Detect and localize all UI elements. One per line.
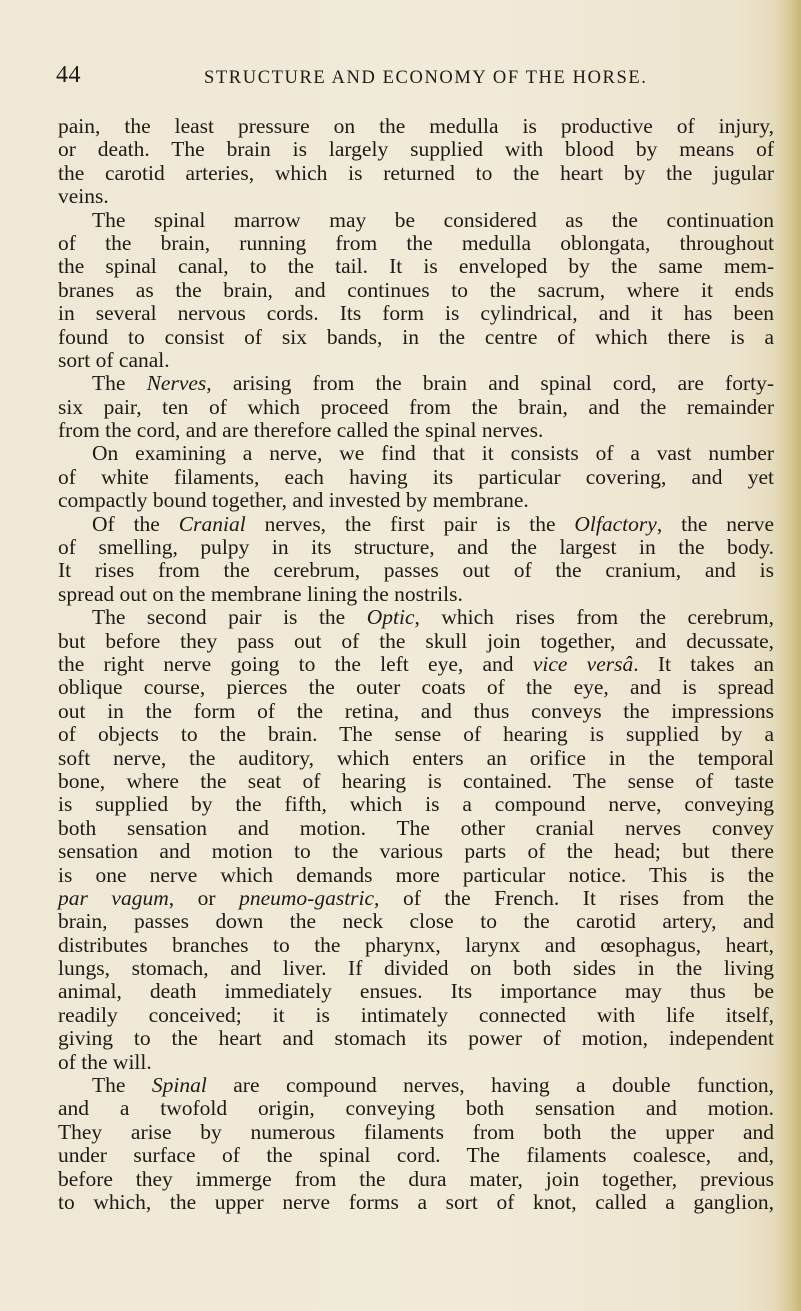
page-number: 44 [56, 62, 81, 88]
italic-term: vice versâ [532, 651, 634, 676]
text-line: of the brain, running from the medulla oblongata, throughout [58, 230, 774, 255]
text-line: It rises from the cerebrum, passes out of the cranium, and is [58, 558, 774, 583]
text-line: the carotid arteries, which is returned to the heart by the jugular [58, 160, 774, 185]
text-line: found to consist of six bands, in the centre of which there is a [58, 324, 774, 349]
italic-term: pneumo-gastric [239, 885, 375, 910]
text-line: of smelling, pulpy in its structure, and the largest in the body. [58, 535, 774, 560]
text-line: or death. The brain is largely supplied with blood by means of [58, 137, 774, 162]
italic-term: Optic [366, 605, 415, 630]
text-line: of the will. [58, 1049, 152, 1074]
text-line: to which, the upper nerve forms a sort of knot, called a ganglion, [58, 1189, 774, 1214]
text-line: from the cord, and are therefore called the spinal nerves. [58, 418, 544, 443]
text-line: six pair, ten of which proceed from the brain, and the remainder [58, 394, 774, 419]
text-line: veins. [58, 184, 109, 209]
text-line: is one nerve which demands more particular notice. This is the [58, 862, 774, 887]
text-line: They arise by numerous filaments from both the upper and [58, 1119, 774, 1144]
text-run: the right nerve going to the left eye, and [58, 651, 533, 676]
text-line: pain, the least pressure on the medulla is productive of injury, [58, 114, 774, 138]
text-line: animal, death immediately ensues. Its importance may thus be [58, 979, 774, 1004]
text-line: before they immerge from the dura mater, join together, previous [58, 1166, 774, 1191]
text-line: sensation and motion to the various parts of the head; but there [58, 839, 774, 864]
italic-term: Nerves [146, 371, 207, 396]
text-line: the spinal canal, to the tail. It is enveloped by the same mem- [58, 254, 774, 279]
text-run: The [92, 371, 147, 396]
italic-term: Olfactory [574, 511, 657, 536]
text-line: bone, where the seat of hearing is contained. The sense of taste [58, 768, 774, 793]
text-run: , or [168, 885, 240, 910]
text-line [58, 653, 774, 676]
text-run: Of the [92, 511, 179, 536]
text-run: , the nerve [656, 511, 775, 536]
text-line [58, 1074, 774, 1097]
text-line [58, 606, 774, 629]
text-run: , which rises from the cerebrum, [414, 605, 774, 630]
text-run: nerves, the first pair is the [245, 511, 575, 536]
text-line: of objects to the brain. The sense of hearing is supplied by a [58, 722, 774, 747]
text-run: are compound nerves, having a double function, [206, 1073, 774, 1098]
italic-term: Cranial [178, 511, 246, 536]
text-line: sort of canal. [58, 347, 170, 372]
text-line: in several nervous cords. Its form is cylindrical, and it has been [58, 301, 774, 326]
text-line: giving to the heart and stomach its power of motion, independent [58, 1026, 774, 1051]
page-header [0, 62, 801, 102]
text-line: spread out on the membrane lining the nostrils. [58, 581, 463, 606]
running-head: STRUCTURE AND ECONOMY OF THE HORSE. [204, 68, 648, 88]
text-line: lungs, stomach, and liver. If divided on both sides in the living [58, 956, 774, 981]
text-line: readily conceived; it is intimately connected with life itself, [58, 1002, 774, 1027]
text-line [58, 887, 774, 910]
text-line: of white filaments, each having its particular covering, and yet [58, 464, 774, 489]
text-line: The spinal marrow may be considered as the continuation [92, 207, 774, 232]
body-text [58, 115, 774, 1214]
text-line: On examining a nerve, we find that it consists of a vast number [92, 441, 774, 466]
page-edge-shading [775, 0, 801, 1311]
text-line: oblique course, pierces the outer coats of the eye, and is spread [58, 675, 774, 700]
text-line [58, 513, 774, 536]
italic-term: par vagum [58, 885, 169, 910]
text-line [58, 372, 774, 395]
text-line: soft nerve, the auditory, which enters an orifice in the temporal [58, 745, 774, 770]
text-line: under surface of the spinal cord. The filaments coalesce, and, [58, 1143, 774, 1168]
text-line: out in the form of the retina, and thus conveys the impressions [58, 698, 774, 723]
text-run: The [92, 1073, 152, 1098]
text-line: compactly bound together, and invested by membrane. [58, 488, 529, 513]
text-line: brain, passes down the neck close to the carotid artery, and [58, 909, 774, 934]
text-line: and a twofold origin, conveying both sensation and motion. [58, 1096, 774, 1121]
text-run: The second pair is the [92, 605, 367, 630]
text-run: . It takes an [633, 651, 775, 676]
text-line: both sensation and motion. The other cranial nerves convey [58, 815, 774, 840]
text-run: , arising from the brain and spinal cord, are forty- [206, 371, 774, 396]
italic-term: Spinal [151, 1073, 207, 1098]
text-line: branes as the brain, and continues to the sacrum, where it ends [58, 277, 774, 302]
text-line: distributes branches to the pharynx, larynx and œsophagus, heart, [58, 932, 774, 957]
text-line: is supplied by the fifth, which is a compound nerve, conveying [58, 792, 774, 817]
text-line: but before they pass out of the skull join together, and decussate, [58, 628, 774, 653]
text-run: , of the French. It rises from the [374, 885, 775, 910]
